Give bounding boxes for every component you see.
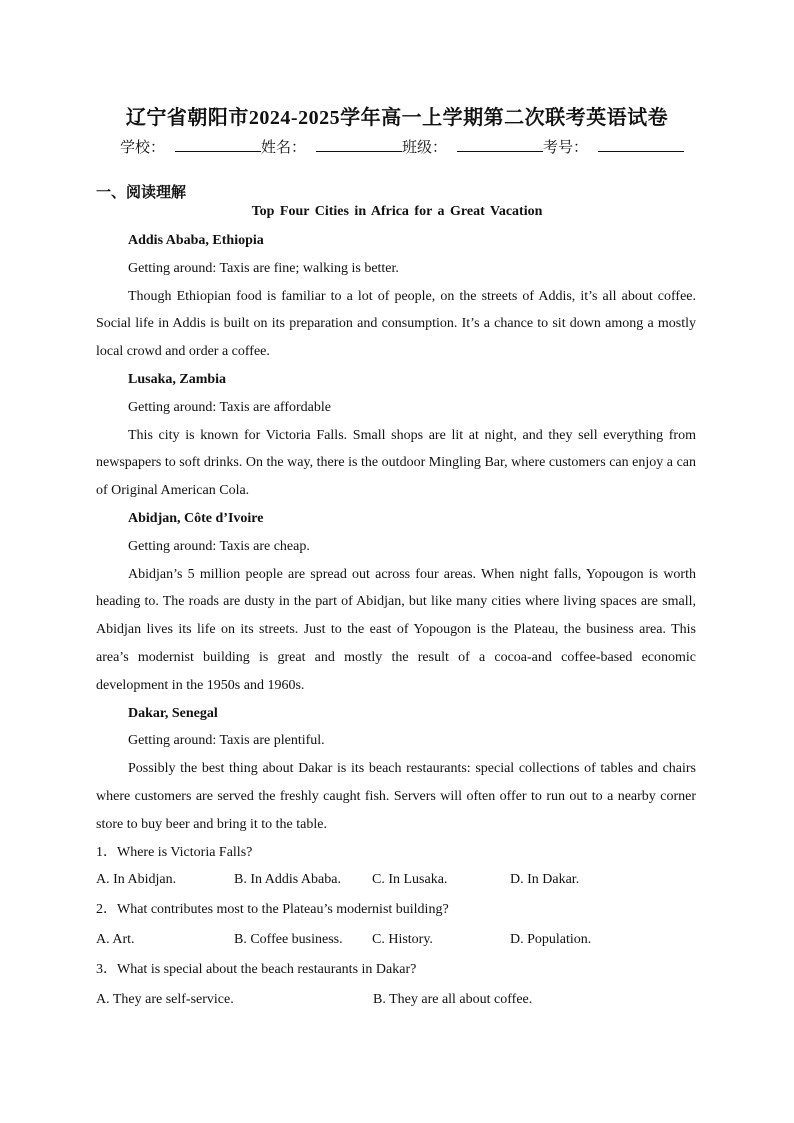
school-blank[interactable] [175,136,261,152]
question-3-option-a[interactable]: A. They are self-service. [96,991,234,1007]
paragraph-addis: Though Ethiopian food is familiar to a lot of people, on the streets of Addis, it’s all about coffee. Social life in Addis is built on its preparation and consumption. It’s a chance to sit down among a mostly local crowd and order a coffee. [96,288,696,360]
name-field [261,136,402,157]
class-field [402,136,543,157]
question-2-option-d[interactable]: D. Population. [510,931,592,947]
exam-title: 辽宁省朝阳市2024-2025学年高一上学期第二次联考英语试卷 [125,107,669,129]
question-1-option-b[interactable]: B. In Addis Ababa. [234,872,341,888]
class-blank[interactable] [457,136,543,152]
question-2-options [96,926,696,954]
getting-around-addis: Getting around: Taxis are fine; walking is better. [128,260,399,276]
question-2-stem: 2．What contributes most to the Plateau’s modernist building? [96,902,449,918]
city-heading-dakar: Dakar, Senegal [128,705,218,721]
question-1-option-c[interactable]: C. In Lusaka. [372,872,448,888]
student-info-line [120,136,680,157]
question-2-option-c[interactable]: C. History. [372,931,433,947]
city-heading-lusaka: Lusaka, Zambia [128,371,227,387]
exam-number-blank[interactable] [598,136,684,152]
school-label: 学校： [120,140,166,156]
exam-number-label: 考号： [543,140,589,156]
city-heading-abidjan: Abidjan, Côte d’Ivoire [128,510,264,526]
getting-around-abidjan: Getting around: Taxis are cheap. [128,538,310,554]
question-1-stem: 1．Where is Victoria Falls? [96,844,253,860]
question-3-option-b[interactable]: B. They are all about coffee. [373,991,533,1007]
name-blank[interactable] [316,136,402,152]
passage-title: Top Four Cities in Africa for a Great Vacation [251,204,543,219]
question-2-option-a[interactable]: A. Art. [96,931,135,947]
paragraph-abidjan: Abidjan’s 5 million people are spread out across four areas. When night falls, Yopougon is worth heading to. The roads are dusty in the part of Abidjan, but like many cities where living spaces are small, Abidjan lives its life on its streets. Just to the east of Yopougon is the Plateau, the business area. This area’s modernist building is great and mostly the result of a cocoa-and coffee-based economic development in the 1950s and 1960s. [96,566,696,693]
paragraph-dakar: Possibly the best thing about Dakar is its beach restaurants: special collections of tables and chairs where customers are served the freshly caught fish. Servers will often offer to run out to a nearby corner store to buy beer and bring it to the table. [96,761,696,832]
question-1-option-a[interactable]: A. In Abidjan. [96,872,177,888]
question-1-options [96,866,696,894]
section-heading: 一、阅读理解 [96,185,187,201]
school-field [120,136,261,157]
question-3-options [96,986,696,1014]
class-label: 班级： [402,140,448,156]
question-2-option-b[interactable]: B. Coffee business. [234,931,343,947]
exam-number-field [543,136,684,157]
paragraph-lusaka: This city is known for Victoria Falls. Small shops are lit at night, and they sell everything from newspapers to soft drinks. On the way, there is the outdoor Mingling Bar, where customers can enjoy a can of Original American Cola. [96,427,696,499]
reading-passage [96,227,696,1013]
name-label: 姓名： [261,140,307,156]
getting-around-lusaka: Getting around: Taxis are affordable [128,399,331,415]
question-3-stem: 3．What is special about the beach restaurants in Dakar? [96,961,417,977]
question-1-option-d[interactable]: D. In Dakar. [510,872,580,888]
city-heading-addis: Addis Ababa, Ethiopia [128,233,264,248]
getting-around-dakar: Getting around: Taxis are plentiful. [128,733,325,749]
